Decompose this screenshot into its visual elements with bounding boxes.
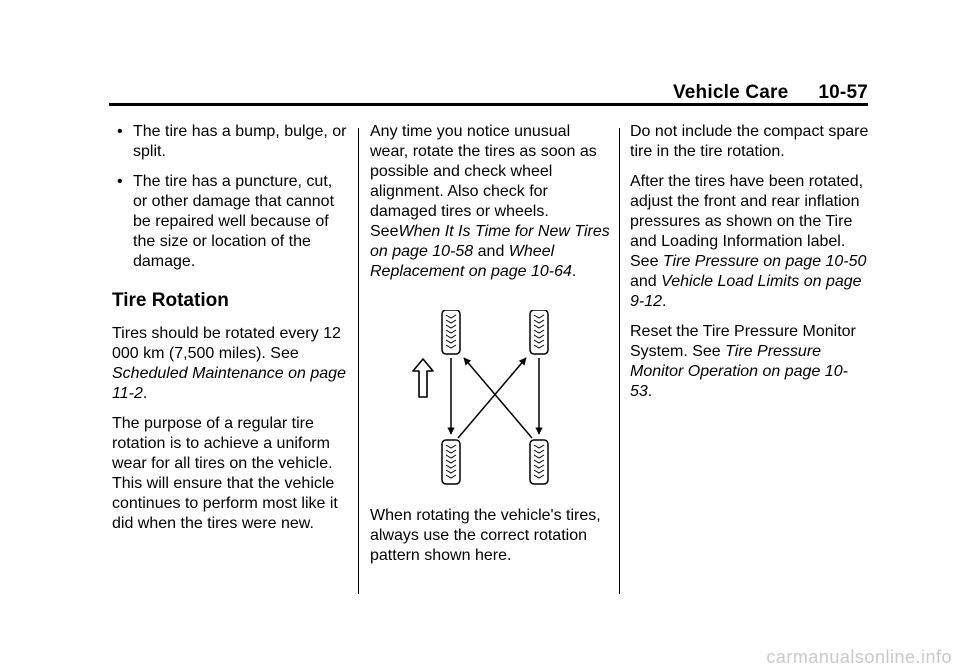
- tire-rear-right-icon: [530, 440, 548, 484]
- cross-reference-link[interactable]: Wheel Replacement on page 10-64: [370, 243, 572, 280]
- column-divider-2: [619, 128, 620, 594]
- forward-arrow-icon: [412, 358, 434, 398]
- page-header: [673, 82, 868, 104]
- tire-rear-left-icon: [442, 440, 460, 484]
- tire-rotation-diagram-icon: [440, 310, 560, 486]
- paragraph-unusual-wear: Any time you notice unusual wear, rotate the tires as soon as possible and check wheel alignment. Also check for damaged tires or wheels. SeeWhen It Is Time for New Tires on page 10-58 and Wheel Replacement on page 10-64.: [370, 123, 610, 280]
- bullet-glyph: •: [117, 173, 123, 190]
- cross-reference-link[interactable]: Scheduled Maintenance on page 11-2: [112, 365, 346, 402]
- paragraph-rotation-purpose: The purpose of a regular tire rotation is to achieve a uniform wear for all tires on the vehicle. This will ensure that the vehicle continues to perform most like it did when the tires were new.: [112, 415, 338, 532]
- cross-reference-link[interactable]: Tire Pressure Monitor Operation on page 10-53: [630, 343, 848, 400]
- column-2: [370, 122, 610, 576]
- cross-reference-link[interactable]: Tire Pressure on page 10-50: [662, 253, 867, 270]
- cross-reference-link[interactable]: When It Is Time for New Tires on page 10-58: [370, 223, 610, 260]
- paragraph-reset-tpms: Reset the Tire Pressure Monitor System. See Tire Pressure Monitor Operation on page 10-53.: [630, 323, 856, 400]
- watermark: carmanualsonline.info: [766, 647, 952, 667]
- arrow-rear-left-to-front-right: [458, 358, 526, 438]
- list-item: [112, 172, 348, 272]
- section-heading: Tire Rotation: [112, 290, 229, 311]
- header-page-number: 10-57: [818, 82, 868, 103]
- cross-reference-link[interactable]: Vehicle Load Limits on page 9-12: [630, 273, 862, 310]
- bullet-text: The tire has a bump, bulge, or split.: [133, 123, 347, 160]
- column-3: [630, 122, 870, 412]
- header-rule: [109, 103, 868, 106]
- paragraph-inflation: After the tires have been rotated, adjust the front and rear inflation pressures as shown on the Tire and Loading Information label. See Tire Pressure on page 10-50 and Vehicle Load Limits on page 9-12.: [630, 173, 867, 310]
- paragraph-compact-spare: Do not include the compact spare tire in the tire rotation.: [630, 123, 869, 160]
- column-1: [112, 122, 348, 544]
- tire-front-right-icon: [530, 310, 548, 354]
- tire-front-left-icon: [442, 310, 460, 354]
- paragraph-rotation-interval: Tires should be rotated every 12 000 km (7,500 miles). See Scheduled Maintenance on page 11-2.: [112, 325, 346, 402]
- bullet-glyph: •: [117, 123, 123, 140]
- diagram-caption: When rotating the vehicle's tires, always use the correct rotation pattern shown here.: [370, 507, 601, 564]
- list-item: [112, 122, 348, 162]
- arrow-rear-right-to-front-left: [464, 358, 532, 438]
- bullet-text: The tire has a puncture, cut, or other damage that cannot be repaired well because of the size or location of the damage.: [133, 173, 335, 270]
- column-divider-1: [358, 128, 359, 594]
- header-section-title: Vehicle Care: [672, 82, 789, 103]
